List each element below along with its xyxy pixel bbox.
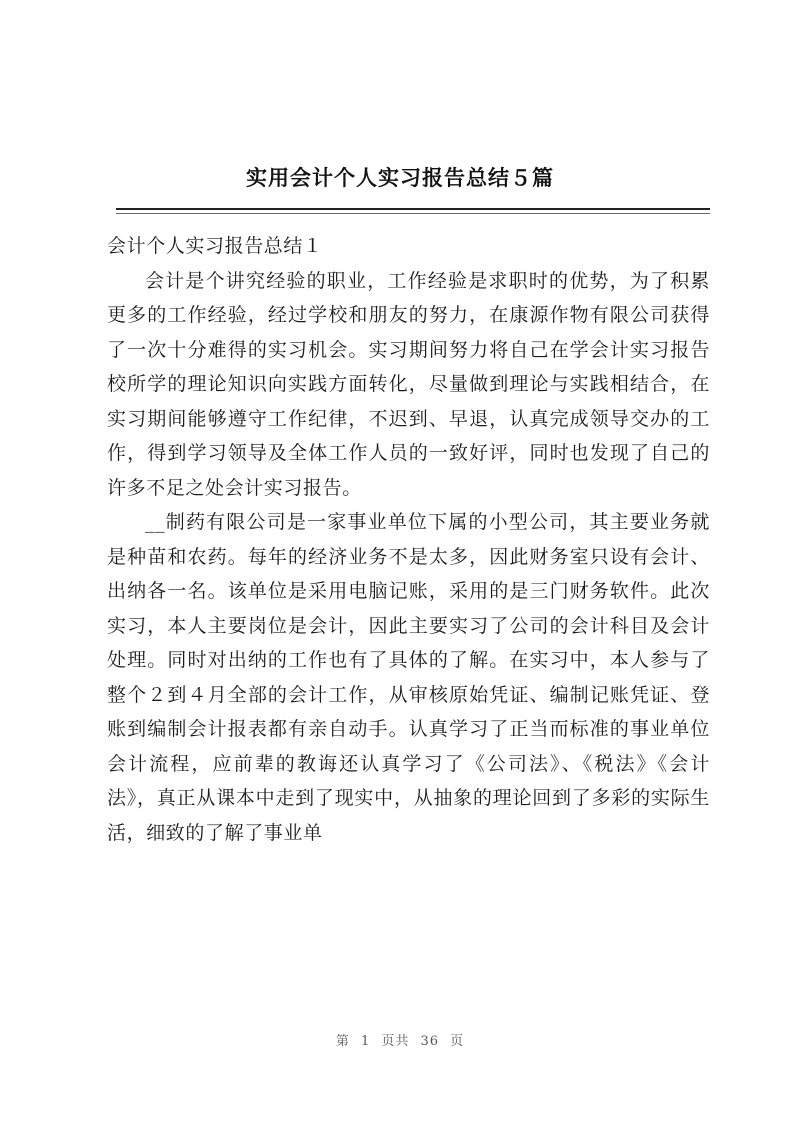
section-heading: 会计个人实习报告总结１ [107, 235, 323, 257]
paragraph-1: 会计是个讲究经验的职业，工作经验是求职时的优势，为了积累更多的工作经验，经过学校和朋友的努力，在康源作物有限公司获得了一次十分难得的实习机会。实习期间努力将自己在学会计实习报告校所学的理论知识向实践方面转化，尽量做到理论与实践相结合，在实习期间能够遵守工作纪律，不迟到、早退，认真完成领导交办的工作，得到学习领导及全体工作人员的一致好评，同时也发现了自己的许多不足之处会计实习报告。 [107, 269, 710, 499]
title-divider-thin [116, 213, 710, 214]
paragraph-2: __制药有限公司是一家事业单位下属的小型公司，其主要业务就是种苗和农药。每年的经济业务不是太多，因此财务室只设有会计、出纳各一名。该单位是采用电脑记账，采用的是三门财务软件。此次实习，本人主要岗位是会计，因此主要实习了公司的会计科目及会计处理。同时对出纳的工作也有了具体的了解。在实习中，本人参与了整个２到４月全部的会计工作，从审核原始凭证、编制记账凭证、登账到编制会计报表都有亲自动手。认真学习了正当而标准的事业单位会计流程，应前辈的教诲还认真学习了《公司法》、《税法》《会计法》，真正从课本中走到了现实中，从抽象的理论回到了多彩的实际生活，细致的了解了事业单 [107, 511, 710, 844]
page-footer: 第 1 页共 36 页 [335, 1034, 465, 1049]
document-title: 实用会计个人实习报告总结５篇 [246, 165, 554, 190]
document-body [107, 229, 710, 850]
title-divider [116, 208, 710, 210]
